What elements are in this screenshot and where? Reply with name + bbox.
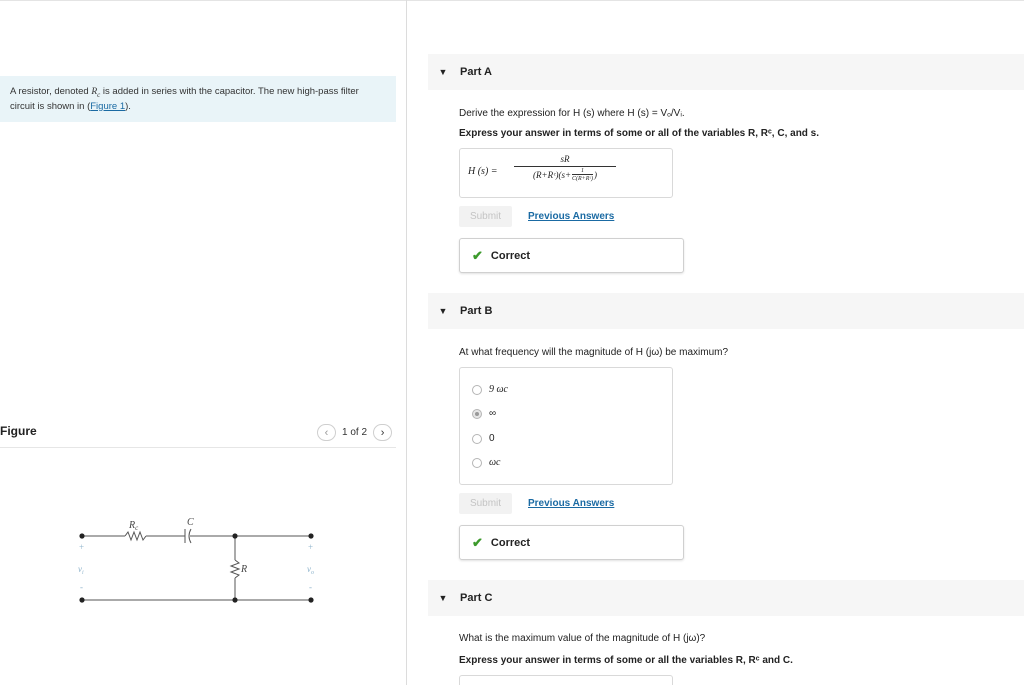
inner-num: 1 [580,168,584,174]
caret-down-icon[interactable]: ▼ [438,593,448,603]
label-vo: $v_o$ [307,564,314,576]
part-c-header[interactable] [428,580,1024,616]
figure-1-link[interactable]: Figure 1 [90,100,126,112]
chevron-right-icon[interactable]: › [373,424,392,441]
radio-button[interactable] [472,434,482,444]
pager-text: 1 of 2 [342,427,368,438]
part-a-previous-answers-link[interactable]: Previous Answers [528,211,615,222]
part-a-answer-box [459,148,673,198]
radio-button[interactable] [472,458,482,468]
part-b-previous-answers-link[interactable]: Previous Answers [528,498,615,509]
part-a-submit-button[interactable]: Submit [459,206,512,227]
rc-variable [91,87,100,97]
checkmark-icon: ✔ [472,534,483,550]
inner-den: C(R+Rᶜ) [572,176,593,182]
rc-var-letter: R [91,87,98,97]
rc-var-sub: c [97,90,101,99]
part-b-label: Part B [460,305,493,317]
part-a-instruction: Express your answer in terms of some or all of the variables R, Rᶜ, C, and s. [459,128,820,139]
label-c: C [187,517,194,528]
terminal-node [308,597,313,602]
answer-denominator [514,168,616,182]
chevron-left-icon[interactable]: ‹ [317,424,336,441]
part-c-answer-box[interactable] [459,675,673,685]
denominator-close: ) [593,170,597,180]
part-a-header[interactable] [428,54,1024,90]
fraction-bar [514,166,616,167]
answer-lhs: H (s) = [468,166,498,177]
checkmark-icon: ✔ [472,247,483,263]
option-4[interactable] [472,457,501,468]
vi-plus: + [79,542,85,552]
radio-button[interactable] [472,385,482,395]
terminal-node [79,533,84,538]
part-c-label: Part C [460,592,493,604]
feedback-text: Correct [490,249,531,262]
vo-minus: - [309,582,312,592]
junction-node [232,597,237,602]
option-label: 0 [489,433,495,444]
terminal-node [308,533,313,538]
option-1[interactable] [472,384,508,395]
figure-divider [0,447,396,448]
part-b-submit-button[interactable]: Submit [459,493,512,514]
answer-numerator: sR [560,154,570,164]
label-vi: $v_i$ [78,564,84,576]
figure-title: Figure [0,424,37,438]
part-a-feedback [459,238,684,273]
caret-down-icon[interactable]: ▼ [438,67,448,77]
option-3[interactable] [472,433,495,444]
option-2[interactable] [472,408,496,419]
caret-down-icon[interactable]: ▼ [438,306,448,316]
label-rc: $R_c$ [129,520,139,532]
problem-panel [0,0,406,685]
vo-plus: + [308,542,314,552]
circuit-diagram [60,510,330,610]
answer-fraction [514,153,616,182]
intro-text: A resistor, denoted [10,86,92,97]
denominator-text: (R+Rᶜ)(s+ [533,170,572,180]
part-b-feedback [459,525,684,560]
part-b-header[interactable] [428,293,1024,329]
part-a-label: Part A [460,66,492,78]
terminal-node [79,597,84,602]
feedback-text: Correct [490,536,531,549]
part-c-prompt: What is the maximum value of the magnitude of H (jω)? [459,633,706,644]
vi-minus: - [80,582,83,592]
inner-fraction [572,168,593,182]
figure-pager [317,424,392,441]
option-label: 9 ωc [489,384,508,395]
intro-text-end: ). [125,100,131,112]
junction-node [232,533,237,538]
panel-divider [406,0,407,685]
part-b-prompt: At what frequency will the magnitude of H (jω) be maximum? [459,347,729,358]
part-c-instruction: Express your answer in terms of some or all the variables R, Rᶜ and C. [459,655,793,666]
option-label: ωc [489,457,501,468]
problem-intro [0,76,396,122]
label-r: R [241,564,248,575]
option-label: ∞ [489,408,497,419]
intro-text-2: is added in series with the capacitor. The new high-pass filter circuit is shown in ( [10,86,359,112]
part-a-prompt: Derive the expression for H (s) where H (s) = Vₒ/Vᵢ. [459,108,685,119]
radio-button-selected[interactable] [472,409,482,419]
